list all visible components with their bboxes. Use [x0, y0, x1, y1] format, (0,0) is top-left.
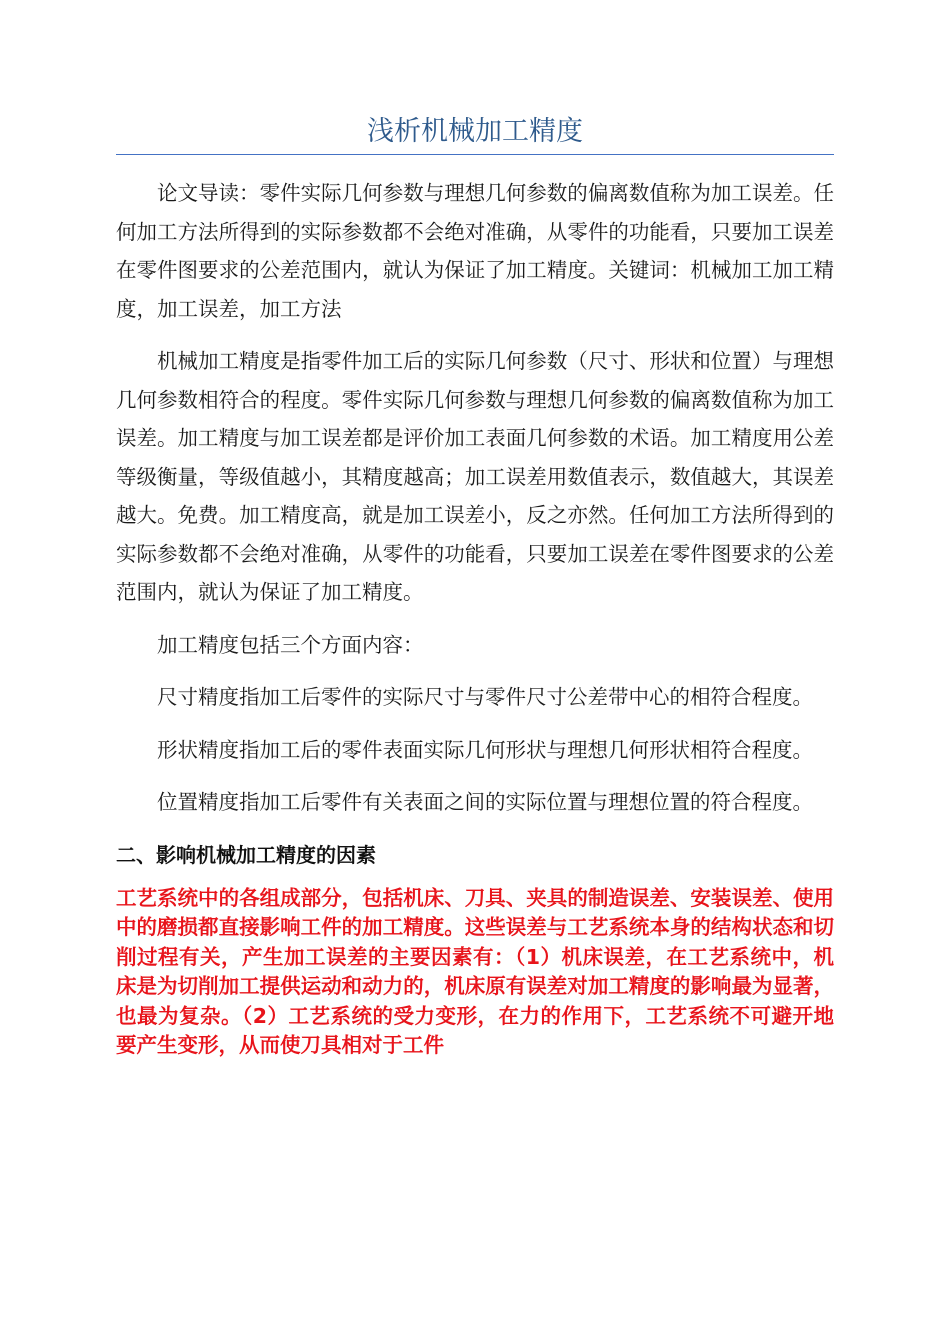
- highlighted-paragraph: 工艺系统中的各组成部分，包括机床、刀具、夹具的制造误差、安装误差、使用中的磨损都直接影响工件的加工精度。这些误差与工艺系统本身的结构状态和切削过程有关，产生加工误差的主要因素有：（1）机床误差，在工艺系统中，机床是为切削加工提供运动和动力的，机床原有误差对加工精度的影响最为显著，也最为复杂。（2）工艺系统的受力变形，在力的作用下，工艺系统不可避开地要产生变形，从而使刀具相对于工件: [116, 885, 834, 1057]
- body-paragraph: 加工精度包括三个方面内容：: [157, 632, 424, 657]
- document-body: [116, 174, 834, 1061]
- body-paragraph: 形状精度指加工后的零件表面实际几何形状与理想几何形状相符合程度。: [157, 737, 813, 762]
- section-heading: 二、影响机械加工精度的因素: [116, 842, 376, 867]
- document-title: 浅析机械加工精度: [367, 116, 583, 147]
- title-underline: [116, 154, 834, 155]
- body-paragraph: 位置精度指加工后零件有关表面之间的实际位置与理想位置的符合程度。: [157, 790, 813, 814]
- body-paragraph: 机械加工精度是指零件加工后的实际几何参数（尺寸、形状和位置）与理想几何参数相符合的程度。零件实际几何参数与理想几何参数的偏离数值称为加工误差。加工精度与加工误差都是评价加工表面几何参数的术语。加工精度用公差等级衡量，等级值越小，其精度越高；加工误差用数值表示，数值越大，其误差越大。免费。加工精度高，就是加工误差小，反之亦然。任何加工方法所得到的实际参数都不会绝对准确，从零件的功能看，只要加工误差在零件图要求的公差范围内，就认为保证了加工精度。: [116, 349, 834, 604]
- abstract-paragraph: 论文导读：零件实际几何参数与理想几何参数的偏离数值称为加工误差。任何加工方法所得到的实际参数都不会绝对准确，从零件的功能看，只要加工误差在零件图要求的公差范围内，就认为保证了加工精度。关键词：机械加工加工精度，加工误差，加工方法: [116, 181, 834, 321]
- body-paragraph: 尺寸精度指加工后零件的实际尺寸与零件尺寸公差带中心的相符合程度。: [157, 685, 813, 709]
